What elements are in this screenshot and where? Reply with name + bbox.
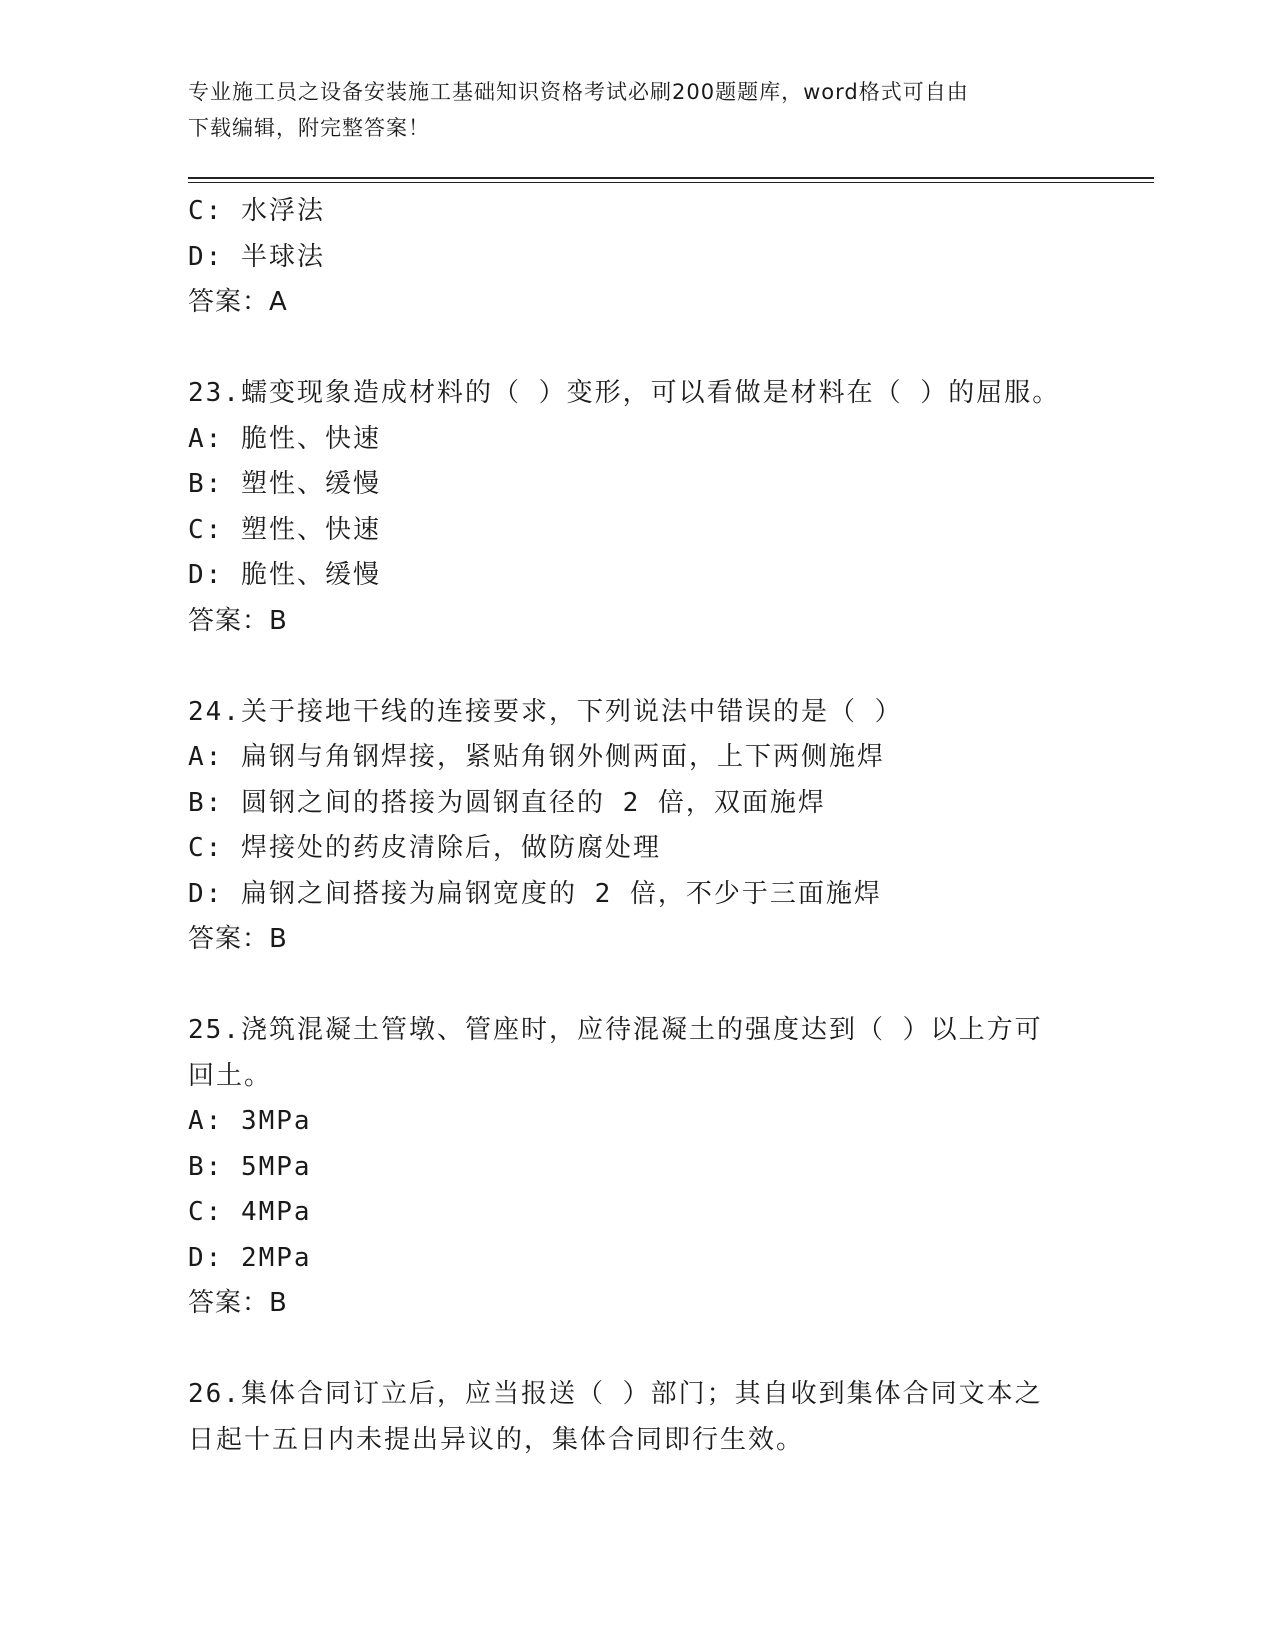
option-a: A: 扁钢与角钢焊接，紧贴角钢外侧两面，上下两侧施焊 xyxy=(188,742,885,772)
question-26 xyxy=(188,1372,1088,1463)
question-stem-line-1: 25.浇筑混凝土管墩、管座时，应待混凝土的强度达到（ ）以上方可 xyxy=(188,1015,1043,1045)
header-divider-thin xyxy=(188,182,1154,183)
answer-line: 答案：B xyxy=(188,924,288,954)
question-stem: 23.蠕变现象造成材料的（ ）变形，可以看做是材料在（ ）的屈服。 xyxy=(188,378,1061,408)
document-body xyxy=(188,189,1088,1463)
option-c: C: 4MPa xyxy=(188,1197,312,1227)
option-c: C: 焊接处的药皮清除后，做防腐处理 xyxy=(188,833,661,863)
spacer xyxy=(188,644,1088,690)
option-c: C: 水浮法 xyxy=(188,196,325,226)
option-d: D: 脆性、缓慢 xyxy=(188,560,381,590)
header-line-1: 专业施工员之设备安装施工基础知识资格考试必刷200题题库，word格式可自由 xyxy=(188,80,969,104)
answer-line: 答案：A xyxy=(188,287,288,317)
option-b: B: 塑性、缓慢 xyxy=(188,469,381,499)
answer-line: 答案：B xyxy=(188,1288,288,1318)
option-b: B: 圆钢之间的搭接为圆钢直径的 2 倍，双面施焊 xyxy=(188,787,826,818)
spacer xyxy=(188,1327,1088,1373)
option-d: D: 半球法 xyxy=(188,241,325,272)
spacer xyxy=(188,326,1088,372)
option-a: A: 脆性、快速 xyxy=(188,423,381,454)
question-stem-line-2: 回土。 xyxy=(188,1060,273,1091)
question-22-continued xyxy=(188,189,1088,326)
option-a: A: 3MPa xyxy=(188,1106,312,1136)
option-c: C: 塑性、快速 xyxy=(188,514,381,545)
document-header xyxy=(188,74,1088,146)
header-line-2: 下载编辑，附完整答案！ xyxy=(188,116,430,140)
spacer xyxy=(188,963,1088,1009)
header-divider-thick xyxy=(188,177,1154,179)
question-stem: 24.关于接地干线的连接要求，下列说法中错误的是（ ） xyxy=(188,696,903,727)
question-stem-line-1: 26.集体合同订立后，应当报送（ ）部门；其自收到集体合同文本之 xyxy=(188,1379,1043,1409)
question-23 xyxy=(188,371,1088,644)
question-25 xyxy=(188,1008,1088,1327)
option-d: D: 扁钢之间搭接为扁钢宽度的 2 倍，不少于三面施焊 xyxy=(188,878,882,909)
option-b: B: 5MPa xyxy=(188,1151,312,1182)
answer-line: 答案：B xyxy=(188,605,288,636)
question-24 xyxy=(188,690,1088,963)
question-stem-line-2: 日起十五日内未提出异议的，集体合同即行生效。 xyxy=(188,1424,805,1455)
option-d: D: 2MPa xyxy=(188,1242,312,1273)
